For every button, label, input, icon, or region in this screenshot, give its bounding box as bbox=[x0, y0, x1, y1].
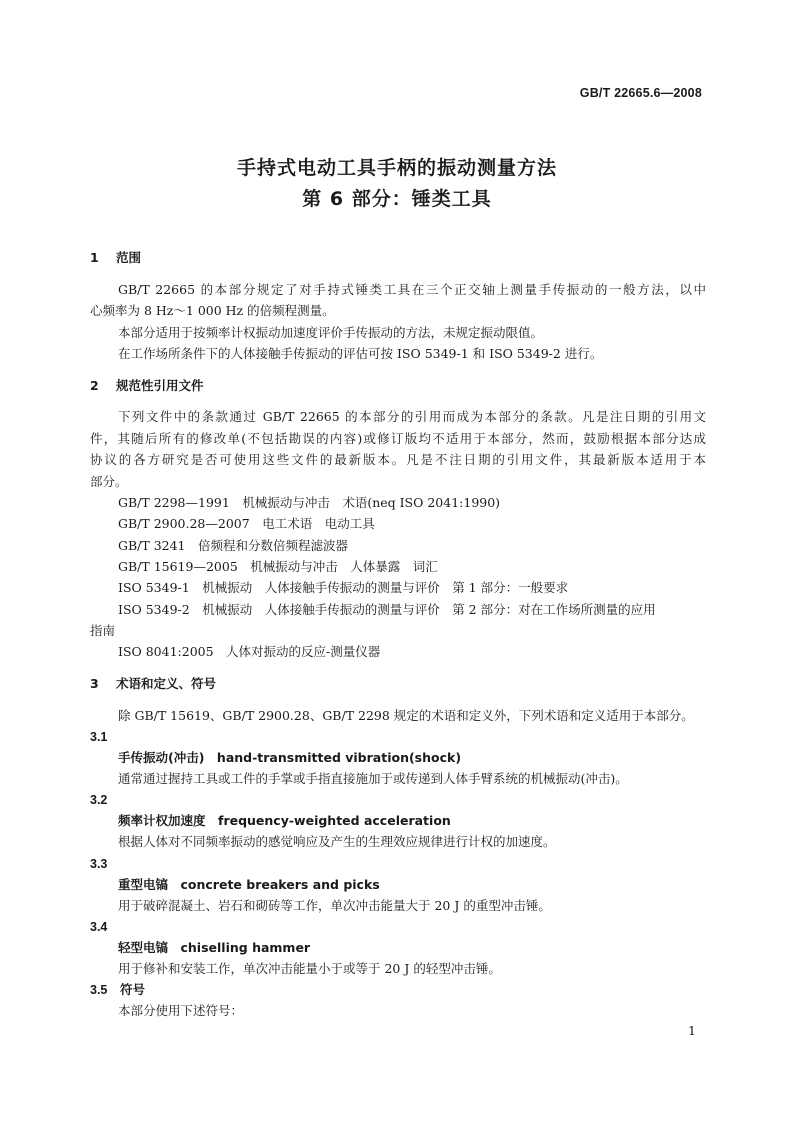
section-3-intro: 除 GB/T 15619、GB/T 2900.28、GB/T 2298 规定的术语和定义外，下列术语和定义适用于本部分。 bbox=[118, 708, 694, 723]
subsection-number: 3.3 bbox=[90, 857, 108, 871]
term-definition: 用于破碎混凝土、岩石和砌砖等工作，单次冲击能量大于 20 J 的重型冲击锤。 bbox=[118, 898, 551, 913]
reference-item: GB/T 3241 倍频程和分数倍频程滤波器 bbox=[118, 538, 349, 553]
title-line-2: 第 6 部分：锤类工具 bbox=[302, 188, 492, 210]
standard-code: GB/T 22665.6—2008 bbox=[579, 86, 702, 100]
subsection-3-5-heading bbox=[90, 982, 706, 998]
reference-item: GB/T 15619—2005 机械振动与冲击 人体暴露 词汇 bbox=[118, 559, 438, 574]
term-title: 轻型电镐 chiselling hammer bbox=[118, 940, 311, 955]
subsection-number: 3.4 bbox=[90, 920, 108, 934]
section-2-para-line-1: 下列文件中的条款通过 GB/T 22665 的本部分的引用而成为本部分的条款。凡是注日期的引用文 bbox=[118, 409, 706, 424]
section-1-para-3: 在工作场所条件下的人体接触手传振动的评估可按 ISO 5349-1 和 ISO 5349-2 进行。 bbox=[118, 346, 603, 361]
subsection-title: 符号 bbox=[120, 982, 146, 997]
section-1-para-1-line-1: GB/T 22665 的本部分规定了对手持式锤类工具在三个正交轴上测量手传振动的一般方法，以中 bbox=[118, 282, 706, 297]
reference-item: GB/T 2900.28—2007 电工术语 电动工具 bbox=[118, 516, 375, 531]
section-1-heading bbox=[90, 250, 706, 266]
section-title: 术语和定义、符号 bbox=[116, 676, 217, 691]
section-number: 3 bbox=[90, 676, 99, 691]
section-1-para-2: 本部分适用于按频率计权振动加速度评价手传振动的方法，未规定振动限值。 bbox=[118, 325, 544, 340]
subsection-3-5-text: 本部分使用下述符号： bbox=[118, 1003, 244, 1018]
page-number: 1 bbox=[688, 1023, 696, 1038]
subsection-number: 3.5 bbox=[90, 983, 108, 997]
reference-item: ISO 8041:2005 人体对振动的反应-测量仪器 bbox=[118, 644, 381, 659]
term-title: 重型电镐 concrete breakers and picks bbox=[118, 877, 380, 892]
section-3-heading bbox=[90, 676, 706, 692]
section-2-para-line-2: 件，其随后所有的修改单(不包括勘误的内容)或修订版均不适用于本部分，然而，鼓励根据本部分达成 bbox=[90, 431, 706, 446]
reference-item: ISO 5349-2 机械振动 人体接触手传振动的测量与评价 第 2 部分：对在工作场所测量的应用 bbox=[118, 602, 656, 617]
section-2-para-line-3: 协议的各方研究是否可使用这些文件的最新版本。凡是不注日期的引用文件，其最新版本适用于本 bbox=[90, 452, 706, 467]
section-title: 范围 bbox=[116, 250, 142, 265]
section-2-heading bbox=[90, 378, 706, 394]
term-definition: 用于修补和安装工作，单次冲击能量小于或等于 20 J 的轻型冲击锤。 bbox=[118, 961, 501, 976]
section-1-para-1-line-2: 心频率为 8 Hz～1 000 Hz 的倍频程测量。 bbox=[90, 303, 335, 318]
subsection-number: 3.1 bbox=[90, 730, 108, 744]
section-2-para-line-4: 部分。 bbox=[90, 474, 128, 489]
term-definition: 通常通过握持工具或工件的手掌或手指直接施加于或传递到人体手臂系统的机械振动(冲击)。 bbox=[118, 771, 628, 786]
reference-item: GB/T 2298—1991 机械振动与冲击 术语(neq ISO 2041:1990) bbox=[118, 495, 501, 510]
subsection-number: 3.2 bbox=[90, 793, 108, 807]
section-number: 2 bbox=[90, 378, 99, 393]
term-title: 频率计权加速度 frequency-weighted acceleration bbox=[118, 813, 451, 828]
term-definition: 根据人体对不同频率振动的感觉响应及产生的生理效应规律进行计权的加速度。 bbox=[118, 834, 556, 849]
term-title: 手传振动(冲击) hand-transmitted vibration(shock) bbox=[118, 750, 462, 765]
reference-item: ISO 5349-1 机械振动 人体接触手传振动的测量与评价 第 1 部分：一般要求 bbox=[118, 580, 569, 595]
title-line-1: 手持式电动工具手柄的振动测量方法 bbox=[236, 157, 557, 179]
reference-item-continuation: 指南 bbox=[90, 623, 116, 638]
section-number: 1 bbox=[90, 250, 99, 265]
section-title: 规范性引用文件 bbox=[116, 378, 204, 393]
